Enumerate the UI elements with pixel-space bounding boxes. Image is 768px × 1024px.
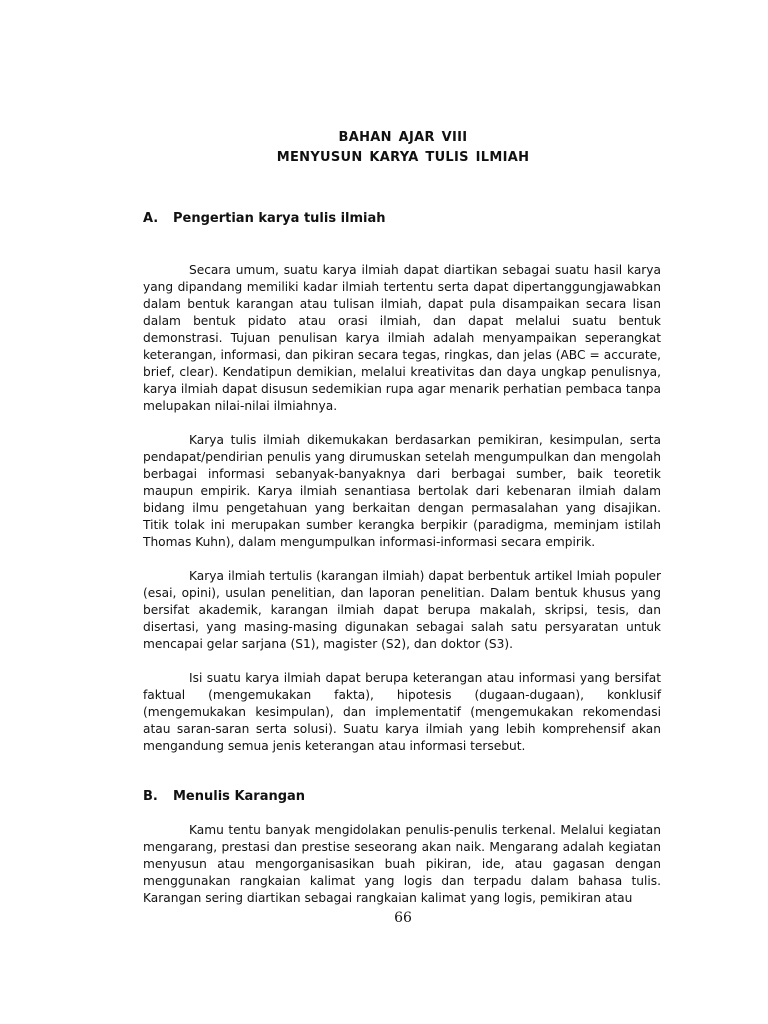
paragraph-b-1: Kamu tentu banyak mengidolakan penulis-penulis terkenal. Melalui kegiatan mengarang, prestasi dan prestise seseorang akan naik. Mengarang adalah kegiatan menyusun atau mengorganisasikan buah pikiran, ide, atau gagasan dengan menggunakan rangkaian kalimat yang logis dan terpadu dalam bahasa tulis. Karangan sering diartikan sebagai rangkaian kalimat yang logis, pemikiran atau xyxy=(143,823,661,905)
section-heading-a xyxy=(143,210,386,228)
section-title-b: Menulis Karangan xyxy=(173,789,306,804)
paragraph-a-3: Karya ilmiah tertulis (karangan ilmiah) dapat berbentuk artikel lmiah populer (esai, opini), usulan penelitian, dan laporan penelitian. Dalam bentuk khusus yang bersifat akademik, karangan ilmiah dapat berupa makalah, skripsi, tesis, dan disertasi, yang masing-masing digunakan sebagai salah satu persyaratan untuk mencapai gelar sarjana (S1), magister (S2), dan doktor (S3). xyxy=(143,569,661,651)
paragraph-a-2: Karya tulis ilmiah dikemukakan berdasarkan pemikiran, kesimpulan, serta pendapat/pendirian penulis yang dirumuskan setelah mengumpulkan dan mengolah berbagai informasi sebanyak-banyaknya dari berbagai sumber, baik teoretik maupun empirik. Karya ilmiah senantiasa bertolak dari kebenaran ilmiah dalam bidang ilmu pengetahuan yang berkaitan dengan permasalahan yang disajikan. Titik tolak ini merupakan sumber kerangka berpikir (paradigma, meminjam istilah Thomas Kuhn), dalam mengumpulkan informasi-informasi secara empirik. xyxy=(143,433,661,549)
section-title-a: Pengertian karya tulis ilmiah xyxy=(173,211,386,226)
section-heading-b xyxy=(143,788,305,806)
title-line-2: MENYUSUN KARYA TULIS ILMIAH xyxy=(276,150,530,165)
section-letter-b: B. xyxy=(143,789,158,804)
title-line-1: BAHAN AJAR VIII xyxy=(338,130,468,145)
paragraph-a-1: Secara umum, suatu karya ilmiah dapat diartikan sebagai suatu hasil karya yang dipandang memiliki kadar ilmiah tertentu serta dapat dipertanggungjawabkan dalam bentuk karangan atau tulisan ilmiah, dapat pula disampaikan secara lisan dalam bentuk pidato atau orasi ilmiah, dan dapat melalui suatu bentuk demonstrasi. Tujuan penulisan karya ilmiah adalah menyampaikan seperangkat keterangan, informasi, dan pikiran secara tegas, ringkas, dan jelas (ABC = accurate, brief, clear). Kendatipun demikian, melalui kreativitas dan daya ungkap penulisnya, karya ilmiah dapat disusun sedemikian rupa agar menarik perhatian pembaca tanpa melupakan nilai-nilai ilmiahnya. xyxy=(143,263,662,413)
paragraph-a-4: Isi suatu karya ilmiah dapat berupa keterangan atau informasi yang bersifat faktual (mengemukakan fakta), hipotesis (dugaan-dugaan), konklusif (mengemukakan kesimpulan), dan implementatif (mengemukakan rekomendasi atau saran-saran serta solusi). Suatu karya ilmiah yang lebih komprehensif akan mengandung semua jenis keterangan atau informasi tersebut. xyxy=(143,671,661,753)
title-block xyxy=(0,128,768,168)
page-number: 66 xyxy=(394,910,412,926)
section-letter-a: A. xyxy=(143,211,159,226)
